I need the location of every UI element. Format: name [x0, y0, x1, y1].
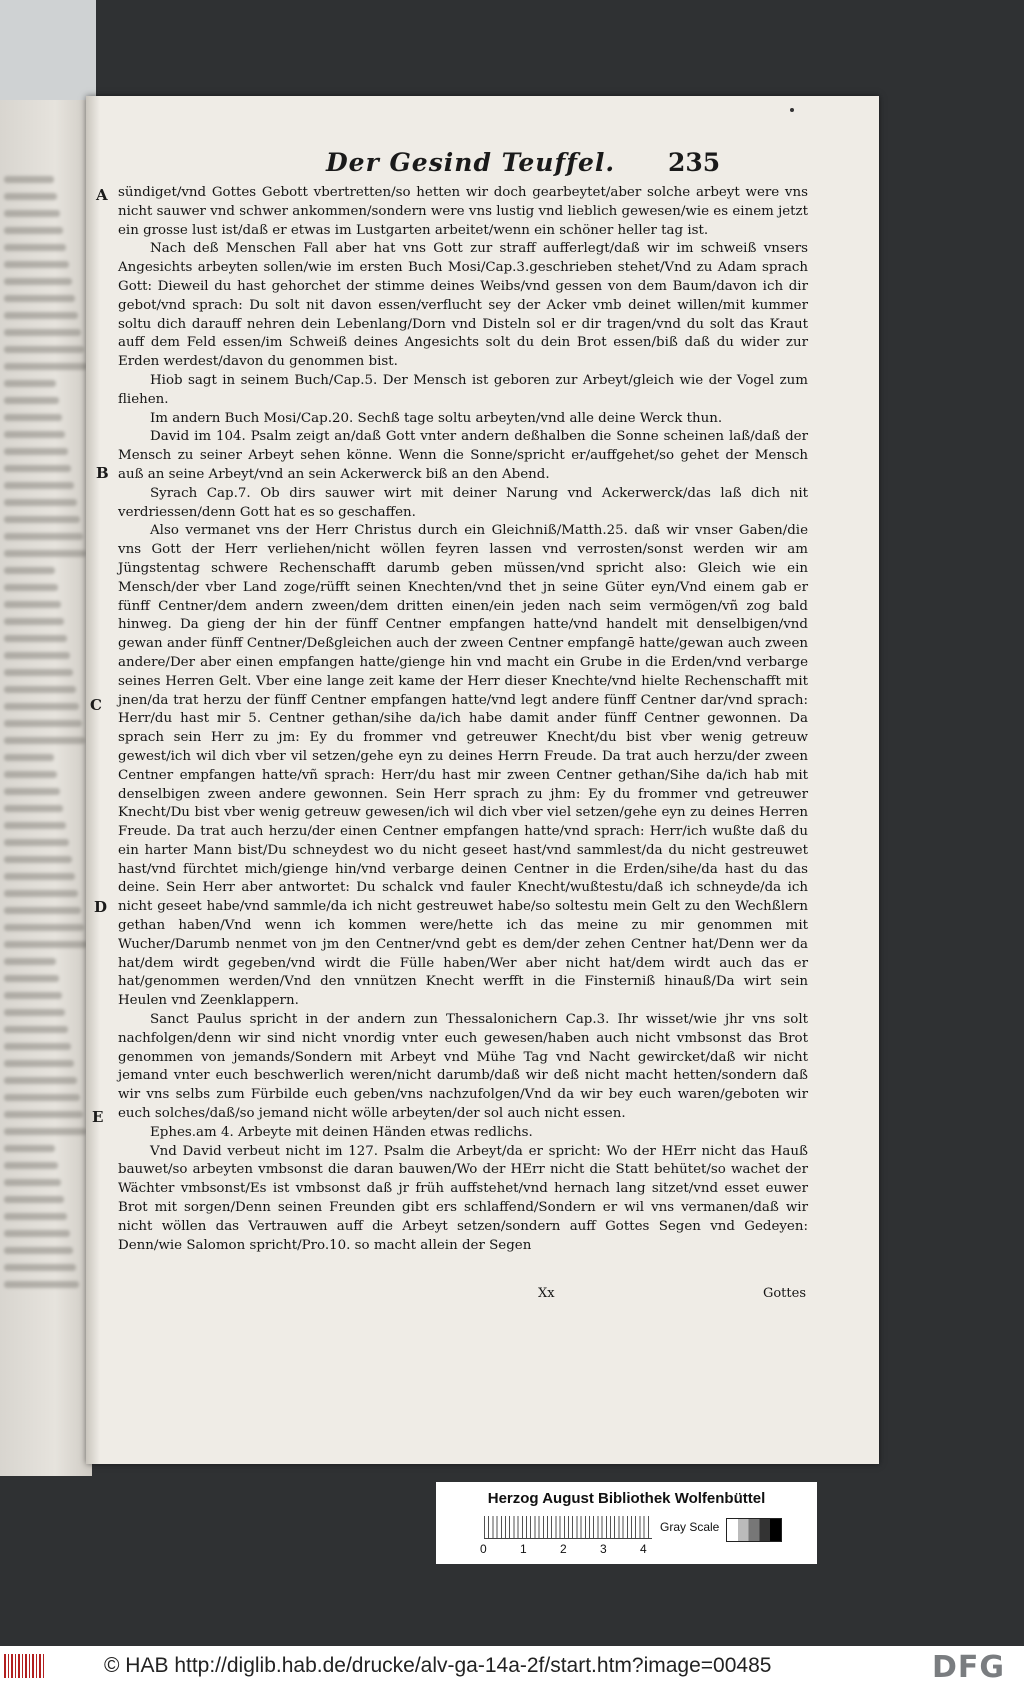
adjacent-page-text-line — [4, 482, 74, 489]
grayscale-swatch — [726, 1518, 782, 1542]
running-head: Der Gesind Teuffel. — [326, 148, 616, 177]
adjacent-page-text-line — [4, 295, 75, 302]
adjacent-page-text-line — [4, 839, 69, 846]
paragraph: Nach deß Menschen Fall aber hat vns Gott zur straff aufferlegt/daß wir im schweiß vnsers Angesichts arbeyten sollen/wie im ersten Buch Mosi/Cap.3.geschrieben stehet/Vnd zu Adam sprach Gott: Dieweil du hast gehorchet der stimme deines Weibs/vnd gessen von dem Baum/davon ich dir gebot/vnd sprach: Du solt nit davon essen/verflucht sey der Acker vmb deinet willen/mit kummer soltu dich darauff nehren dein Lebenlang/Dorn vnd Disteln sol er dir tragen/vnd du solt das Kraut auff dem Feld essen/im Schweiß deines Angesichts solt du dein Brot essen/biß daß du wider zur Erden werdest/davon du genommen bist. — [118, 241, 808, 370]
adjacent-page-text-line — [4, 414, 62, 421]
adjacent-page-text-line — [4, 652, 70, 659]
grayscale-label: Gray Scale — [660, 1520, 720, 1534]
adjacent-page-text-line — [4, 890, 78, 897]
paragraph: Im andern Buch Mosi/Cap.20. Sechß tage soltu arbeyten/vnd alle deine Werck thun. — [150, 410, 723, 426]
adjacent-page-text-line — [4, 1179, 61, 1186]
page-gutter — [86, 96, 100, 1464]
adjacent-page-text-line — [4, 448, 68, 455]
adjacent-page-text-line — [4, 771, 57, 778]
adjacent-page-text-line — [4, 873, 75, 880]
adjacent-page-text-line — [4, 431, 65, 438]
ruler-number: 0 — [480, 1542, 487, 1556]
paragraph: Sanct Paulus spricht in der andern zun Thessalonichern Cap.3. Ihr wisset/wie jhr vns solt nachfolgen/denn wir sind nicht vnordig vnter euch gewesen/haben auch nicht vmbsonst das Brot genommen von jemands/Sondern mit Arbeyt vnd Mühe Tag vnd Nacht gewircket/daß wir nicht jemand vnter euch beschwerlich weren/nicht darumb/daß wir deß nicht macht hetten/sondern daß wir vns selbs zum Fürbilde euch geben/vns nachzufolgen/Vnd da wir bey euch waren/geboten wir euch solches/daß/so jemand nicht wölle arbeyten/der sol auch nicht essen. — [118, 1012, 808, 1122]
adjacent-page-text-line — [4, 1009, 65, 1016]
adjacent-page-text-line — [4, 1145, 55, 1152]
paragraph: sündiget/vnd Gottes Gebott vbertretten/so hetten wir doch gearbeytet/aber solche arbeyt were vns nicht sauwer vnd schwer ankommen/sondern were vns lustig vnd lieblich gewesen/wie es einem jetzt ein grosse lust ist/daß er etwas im Lustgarten arbeitet/wenn ein schöner heller tag ist. — [118, 185, 808, 238]
ruler-number: 1 — [520, 1542, 527, 1556]
adjacent-page-text-line — [4, 499, 77, 506]
body-text — [118, 184, 808, 1255]
adjacent-page-text-line — [4, 261, 69, 268]
adjacent-page-text-line — [4, 788, 60, 795]
paragraph: David im 104. Psalm zeigt an/daß Gott vnter andern deßhalben die Sonne scheinen laß/daß der Mensch zu seiner Arbeyt sehen könne. Wenn die Sonne/spricht er/auffgehet/so gehet der Mensch auß an seine Arbeyt/vnd an sein Ackerwerck biß an den Abend. — [118, 429, 808, 482]
adjacent-page-text-line — [4, 1247, 73, 1254]
footer-link[interactable]: © HAB http://diglib.hab.de/drucke/alv-ga-14a-2f/start.htm?image=00485 — [104, 1654, 772, 1677]
adjacent-page-text-line — [4, 1094, 80, 1101]
adjacent-page-text-line — [4, 822, 66, 829]
adjacent-page-text-line — [4, 1077, 77, 1084]
adjacent-page-text-line — [4, 312, 78, 319]
ruler-scale — [484, 1516, 652, 1539]
adjacent-page-text-line — [4, 533, 83, 540]
margin-letter-c: C — [90, 696, 102, 714]
adjacent-page-text-line — [4, 941, 87, 948]
ruler-number: 2 — [560, 1542, 567, 1556]
adjacent-page-text-line — [4, 227, 63, 234]
ink-dot — [790, 108, 794, 112]
adjacent-page-text-line — [4, 329, 81, 336]
adjacent-page-text-line — [4, 1196, 64, 1203]
adjacent-page-text-line — [4, 516, 80, 523]
adjacent-page-text-line — [4, 210, 60, 217]
adjacent-page-text-line — [4, 380, 56, 387]
catchword: Gottes — [762, 1286, 806, 1301]
adjacent-page-text-line — [4, 686, 76, 693]
footer-bar — [0, 1646, 1024, 1686]
paragraph: Also vermanet vns der Herr Christus durch ein Gleichniß/Matth.25. daß wir vnser Gaben/die vns Gott der Herr verliehen/nicht wöllen feyren lassen vnd verrosten/sonst werden wir am Jüngstentag schwere Rechenschafft darumb geben müssen/vnd spricht also: Gleich wie ein Mensch/der vber Land zoge/rüfft seinen Knechten/vnd thet jn seine Güter eyn/Vnd einem gab er fünff Centner/dem andern zween/dem dritten einen/ein jeden nach seim vermögen/vñ zog bald hinweg. Da gieng der hin der fünff Centner empfangen hatte/vnd handelt mit denselbigen/vnd gewan ander fünff Centner/Deßgleichen auch der zween Centner empfangē hatte/gewan auch zween andere/Der aber einen empfangen hatte/gienge hin vnd macht ein Grube in die Erden/vnd verbarge seines Herren Gelt. Vber eine lange zeit kame der Herr dieser Knechte/vnd hielte Rechenschafft mit jnen/da trat herzu der fünff Centner empfangen hatte/vnd legt andere fünff Centner dar/vnd sprach: Herr/du hast mir 5. Centner gethan/sihe da/ich habe damit ander fünff Centner gewonnen. Da sprach sein Herr zu jm: Ey du frommer vnd getreuwer Knecht/du bist vber wenig getreuw gewest/ich wil dich vber vil setzen/gehe eyn zu deines Herrn Freude. Da trat auch herzu/der zween Centner empfangen hatte/vñ sprach: Herr/du hast mir zween Centner gethan/Sihe da/ich hab mit denselbigen zween andere gewonnen. Sein Herr sprach zu jhm: Ey du frommer vnd getreuwer Knecht/Du bist vber wenig getreuw gewesen/ich wil dich vber viel setzen/gehe eyn zu deines Herren Freude. Da trat auch herzu/der einen Centner empfangen hatte/vnd sprach: Herr/ich wußte daß du ein harter Mann bist/Du schneydest wo du nicht geseet hast/vnd sammlest/da du nicht gestreuwet hast/vnd fürchtet mich/gienge hin/vnd verbarge deinen Centner in die Erden/sihe/da hast du das deine. Sein Herr aber antwortet: Du schalck vnd fauler Knecht/wußtestu/daß ich schneyde/da ich nicht geseet habe/vnd sammle/da ich nicht gestreuwet habe/so soltestu mein Gelt zu den Wechßlern gethan haben/Vnd wenn ich kommen were/hette ich das meine zu mir genommen mit Wucher/Darumb nenmet von jm den Centner/vnd gebt es dem/der zehen Centner hat/Denn wer da hat/dem wirdt gegeben/vnd wirdt die Fülle haben/Wer aber nicht hat/dem wirdt auch das er hat/genommen werden/Vnd den vnnützen Knecht werfft in die Finsterniß hinauß/Da wirt sein Heulen vnd Zeenklappern. — [118, 523, 808, 1009]
paragraph: Ephes.am 4. Arbeyte mit deinen Händen etwas redlichs. — [150, 1124, 533, 1140]
adjacent-page-text-line — [4, 805, 63, 812]
adjacent-page-text-line — [4, 465, 71, 472]
scanned-page — [86, 96, 879, 1464]
barcode-icon — [4, 1654, 46, 1678]
adjacent-page-text-line — [4, 907, 81, 914]
adjacent-page-text-line — [4, 720, 82, 727]
adjacent-page-text-line — [4, 1026, 68, 1033]
adjacent-page-text-line — [4, 703, 79, 710]
adjacent-page-text-line — [4, 363, 87, 370]
adjacent-page-text-line — [4, 618, 64, 625]
adjacent-page-text-line — [4, 975, 59, 982]
adjacent-page-text-line — [4, 1230, 70, 1237]
signature-mark: Xx — [538, 1286, 555, 1301]
ruler-numbers — [480, 1542, 670, 1558]
margin-letter-b: B — [96, 464, 109, 482]
adjacent-page-text-line — [4, 635, 67, 642]
adjacent-page-text-line — [4, 924, 84, 931]
adjacent-page-text-line — [4, 1213, 67, 1220]
ruler-number: 3 — [600, 1542, 607, 1556]
adjacent-page-text-line — [4, 567, 55, 574]
adjacent-page-text-line — [4, 856, 72, 863]
adjacent-page-text-line — [4, 1128, 86, 1135]
adjacent-page-text-line — [4, 1060, 74, 1067]
paragraph: Hiob sagt in seinem Buch/Cap.5. Der Mensch ist geboren zur Arbeyt/gleich wie der Vogel zum fliehen. — [118, 372, 808, 407]
color-scale-card — [436, 1482, 817, 1564]
adjacent-page-text-line — [4, 193, 57, 200]
adjacent-page-text-line — [4, 992, 62, 999]
page-foot — [118, 1286, 808, 1306]
library-name: Herzog August Bibliothek Wolfenbüttel — [487, 1490, 766, 1507]
adjacent-page-text-line — [4, 601, 61, 608]
margin-letter-a: A — [96, 186, 108, 204]
adjacent-page — [0, 96, 92, 1476]
adjacent-page-text-line — [4, 958, 56, 965]
adjacent-page-text-line — [4, 754, 54, 761]
adjacent-page-text-line — [4, 737, 85, 744]
adjacent-page-text-line — [4, 244, 66, 251]
paragraph: Vnd David verbeut nicht im 127. Psalm die Arbeyt/da er spricht: Wo der HErr nicht das Hauß bauwet/so arbeyten vmbsonst die daran bauwen/Wo der HErr nicht die Statt behütet/so wachet der Wächter vmbsonst/Es ist vmbsonst daß jr früh auffstehet/vnd hernach lang sitzet/vnd esset euwer Brot mit sorgen/Denn seinen Freunden gibt ers schlaffend/Sondern er wil vns vermanen/daß wir nicht wöllen das Vertrauwen auff die Arbeyt setzen/sondern auff Gottes Segen vnd Gedeyen: Denn/wie Salomon spricht/Pro.10. so macht allein der Segen — [118, 1143, 808, 1253]
adjacent-page-text-line — [4, 278, 72, 285]
margin-letter-e: E — [92, 1108, 104, 1126]
adjacent-page-text-line — [4, 1043, 71, 1050]
ruler-number: 4 — [640, 1542, 647, 1556]
adjacent-page-text-line — [4, 1264, 76, 1271]
adjacent-page-text-line — [4, 1281, 79, 1288]
dfg-logo: DFG — [932, 1650, 1006, 1685]
left-page-tab — [0, 0, 96, 100]
adjacent-page-text-line — [4, 669, 73, 676]
adjacent-page-text-line — [4, 550, 86, 557]
page-number: 235 — [668, 148, 721, 177]
adjacent-page-text-line — [4, 397, 59, 404]
margin-letter-d: D — [94, 898, 108, 916]
paragraph: Syrach Cap.7. Ob dirs sauwer wirt mit deiner Narung vnd Ackerwerck/das laß dich nit verdriessen/denn Gott hat es so geschaffen. — [118, 485, 808, 520]
adjacent-page-text-line — [4, 1162, 58, 1169]
adjacent-page-text-line — [4, 346, 84, 353]
adjacent-page-text-line — [4, 1111, 83, 1118]
adjacent-page-text-line — [4, 584, 58, 591]
adjacent-page-text-line — [4, 176, 54, 183]
